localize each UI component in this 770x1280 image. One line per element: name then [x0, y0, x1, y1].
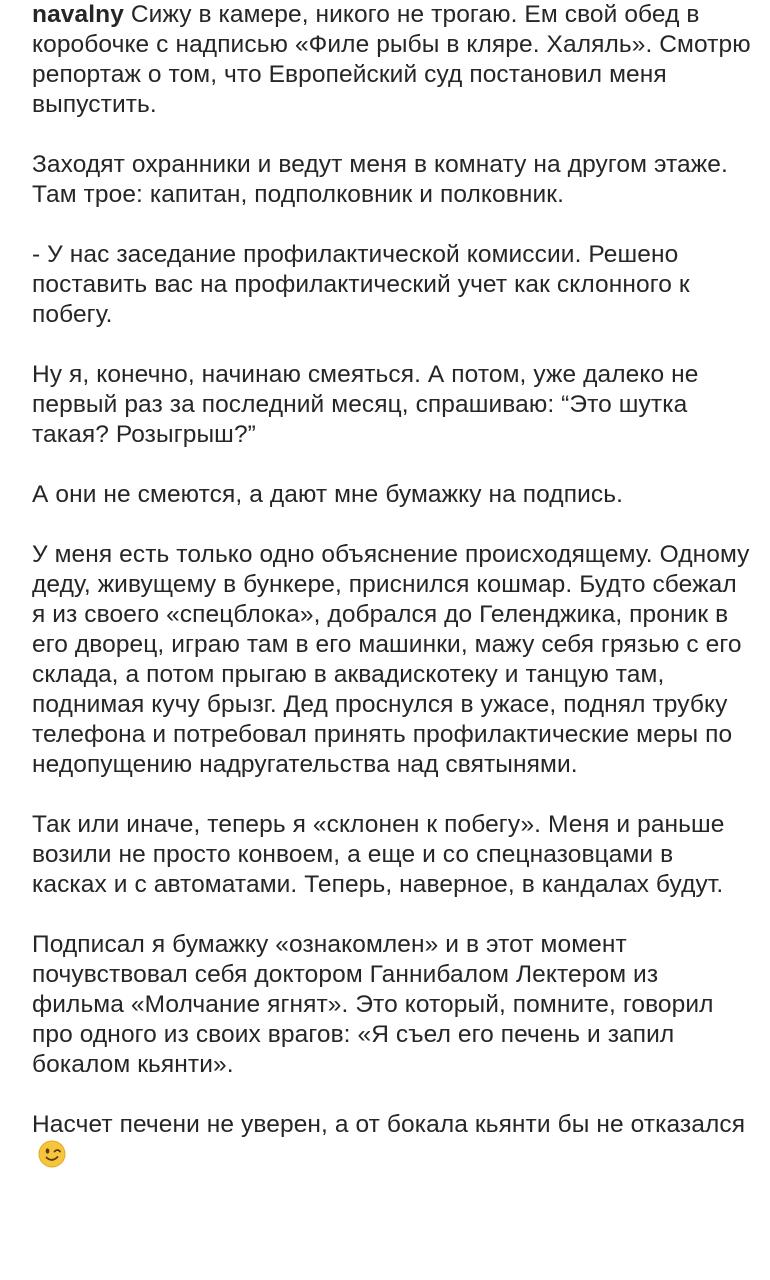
caption-paragraph-6: У меня есть только одно объяснение происходящему. Одному деду, живущему в бункере, приснился кошмар. Будто сбежал я из своего «спецблока», добрался до Геленджика, проник в его дворец, играю там в его машинки, мажу себя грязью с его склада, а потом прыгаю в аквадискотеку и танцую там, поднимая кучу брызг. Дед проснулся в ужасе, поднял трубку телефона и потребовал принять профилактические меры по недопущению надругательства над святынями.: [32, 541, 757, 778]
paragraph-text: Насчет печени не уверен, а от бокала кьянти бы не отказался: [32, 1111, 746, 1138]
caption-paragraph-2: Заходят охранники и ведут меня в комнату на другом этаже. Там трое: капитан, подполковник и полковник.: [32, 151, 735, 208]
caption-paragraph-4: Ну я, конечно, начинаю смеяться. А потом, уже далеко не первый раз за последний месяц, спрашиваю: “Это шутка такая? Розыгрыш?”: [32, 361, 706, 448]
caption-paragraph-8: Подписал я бумажку «ознакомлен» и в этот момент почувствовал себя доктором Ганнибалом Лектером из фильма «Молчание ягнят». Это который, помните, говорил про одного из своих врагов: «Я съел его печень и запил бокалом кьянти».: [32, 931, 721, 1078]
caption-paragraph-5: А они не смеются, а дают мне бумажку на подпись.: [32, 481, 623, 508]
winking-face-emoji-icon: [38, 1140, 66, 1168]
post-caption: [32, 0, 758, 1201]
caption-paragraph-7: Так или иначе, теперь я «склонен к побегу». Меня и раньше возили не просто конвоем, а еще и со спецназовцами в касках и с автоматами. Теперь, наверное, в кандалах будут.: [32, 811, 732, 898]
caption-paragraph-3: - У нас заседание профилактической комиссии. Решено поставить вас на профилактический учет как склонного к побегу.: [32, 241, 697, 328]
caption-paragraph-9: [32, 1110, 754, 1171]
caption-paragraph-1: [32, 0, 758, 120]
paragraph-text: Сижу в камере, никого не трогаю. Ем свой обед в коробочке с надписью «Филе рыбы в кляре. Халяль». Смотрю репортаж о том, что Европейский суд постановил меня выпустить.: [32, 1, 758, 118]
username-link[interactable]: navalny: [32, 1, 124, 28]
